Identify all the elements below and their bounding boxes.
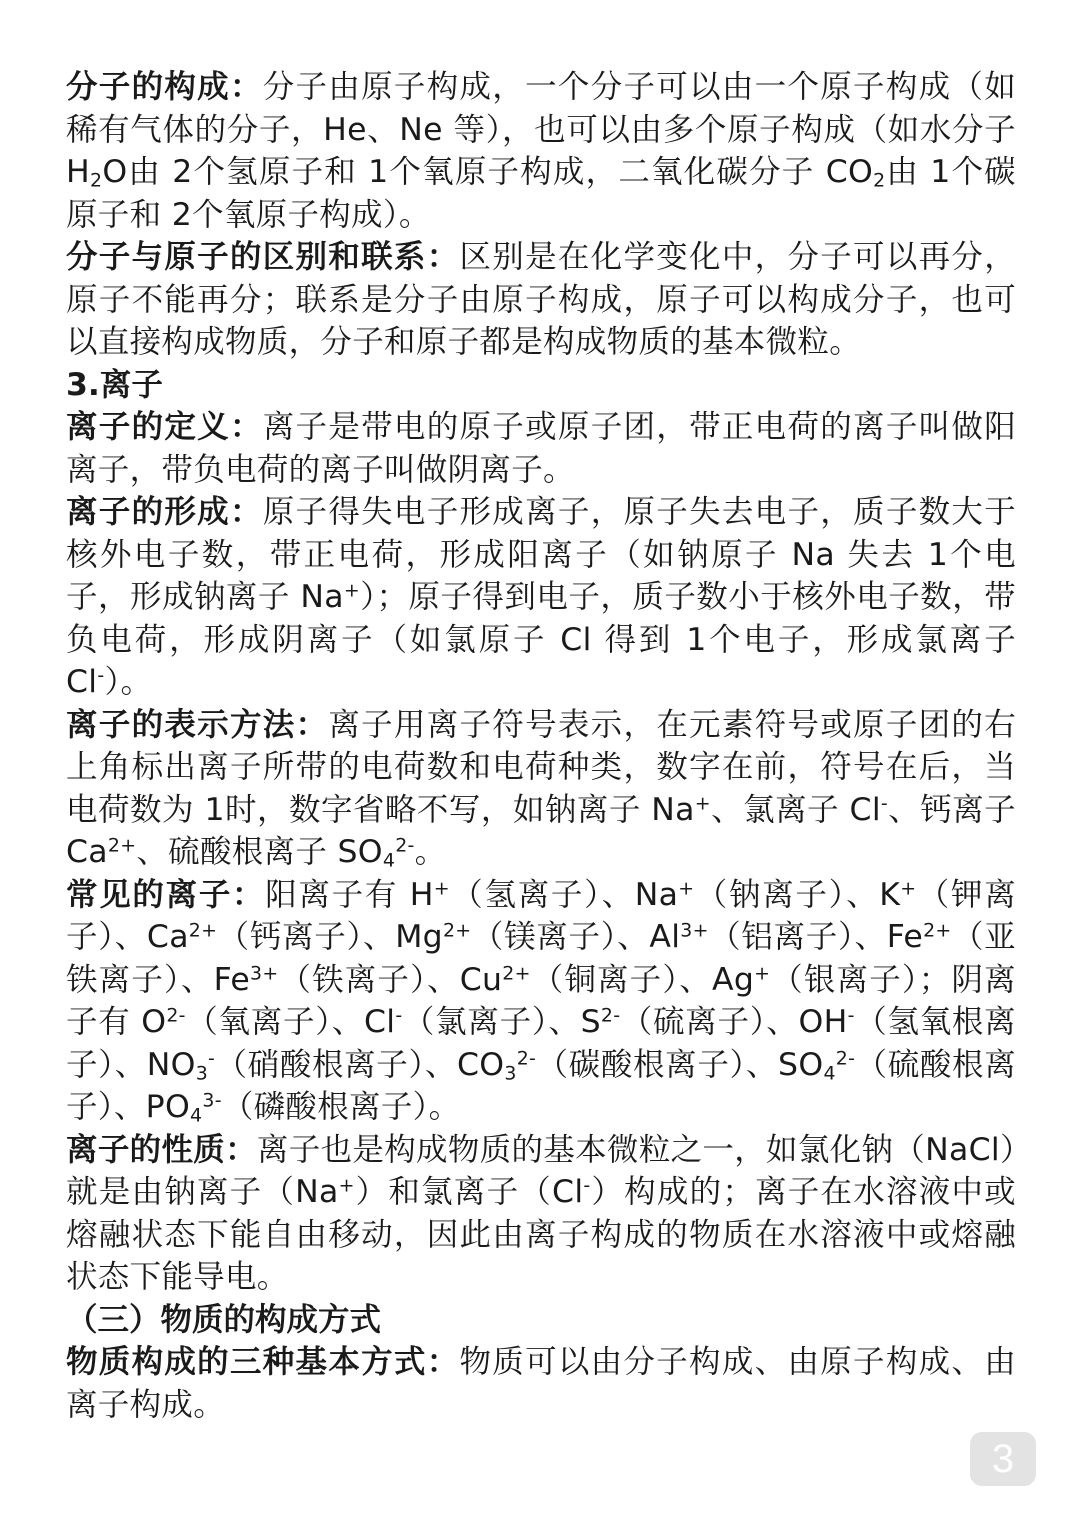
paragraph-ion-properties: 离子的性质：离子也是构成物质的基本微粒之一，如氯化钠（NaCl）就是由钠离子（Na+）和氯离子（Cl-）构成的；离子在水溶液中或熔融状态下能自由移动，因此由离子构成的物质在水溶液中或熔融状态下能导电。: [66, 1131, 1016, 1295]
paragraph-ion-definition: 离子的定义：离子是带电的原子或原子团，带正电荷的离子叫做阳离子，带负电荷的离子叫做阴离子。: [66, 409, 1016, 488]
term-label: 离子的形成：: [66, 494, 263, 530]
term-label: 分子的构成：: [66, 69, 263, 105]
paragraph-ion-notation: 离子的表示方法：离子用离子符号表示，在元素符号或原子团的右上角标出离子所带的电荷数和电荷种类，数字在前，符号在后，当电荷数为 1时，数字省略不写，如钠离子 Na+、氯离子 Cl-、钙离子 $Ca^{2+}$、硫酸根离子 $SO_4^{2-}$。: [66, 706, 1016, 872]
section-heading-composition-modes: （三）物质的构成方式: [66, 1301, 382, 1338]
section-heading-ions: 3.离子: [66, 366, 163, 403]
document-page: [66, 66, 1016, 1426]
paragraph-common-ions: 常见的离子：阳离子有 H+（氢离子）、Na+（钠离子）、K+（钾离子）、$Ca^{2+}$（钙离子）、$Mg^{2+}$（镁离子）、$Al^{3+}$（铝离子）、$Fe^{2+}$（亚铁离子）、$Fe^{3+}$（铁离子）、$Cu^{2+}$（铜离子）、Ag+（银离子）；阴离子有 $O^{2-}$（氧离子）、Cl-（氯离子）、$S^{2-}$（硫离子）、OH-（氢氧根离子）、$NO_3^-$（硝酸根离子）、$CO_3^{2-}$（碳酸根离子）、$SO_4^{2-}$（硫酸根离子）、$PO_4^{3-}$（磷酸根离子）。: [66, 876, 1017, 1127]
term-label: 物质构成的三种基本方式：: [66, 1344, 460, 1380]
term-label: 离子的表示方法：: [66, 706, 329, 743]
term-label: 常见的离子：: [66, 876, 266, 913]
paragraph-molecule-atom-difference: 分子与原子的区别和联系：区别是在化学变化中，分子可以再分，原子不能再分；联系是分子由原子构成，原子可以构成分子，也可以直接构成物质，分子和原子都是构成物质的基本微粒。: [66, 239, 1016, 360]
paragraph-molecule-composition: 分子的构成：分子由原子构成，一个分子可以由一个原子构成（如稀有气体的分子，He、Ne 等），也可以由多个原子构成（如水分子 $H_2O$由 2个氢原子和 1个氧原子构成，二氧化碳分子 $CO_2$由 1个碳原子和 2个氧原子构成）。: [66, 69, 1016, 233]
term-label: 离子的性质：: [66, 1131, 257, 1168]
term-label: 离子的定义：: [66, 409, 263, 445]
term-label: 分子与原子的区别和联系：: [66, 239, 460, 275]
page-number-badge: 3: [970, 1432, 1036, 1486]
paragraph-three-modes: 物质构成的三种基本方式：物质可以由分子构成、由原子构成、由离子构成。: [66, 1344, 1016, 1423]
paragraph-ion-formation: 离子的形成：原子得失电子形成离子，原子失去电子，质子数大于核外电子数，带正电荷，形成阳离子（如钠原子 Na 失去 1个电子，形成钠离子 Na+）；原子得到电子，质子数小于核外电子数，带负电荷，形成阴离子（如氯原子 Cl 得到 1个电子，形成氯离子 Cl-）。: [66, 494, 1016, 700]
